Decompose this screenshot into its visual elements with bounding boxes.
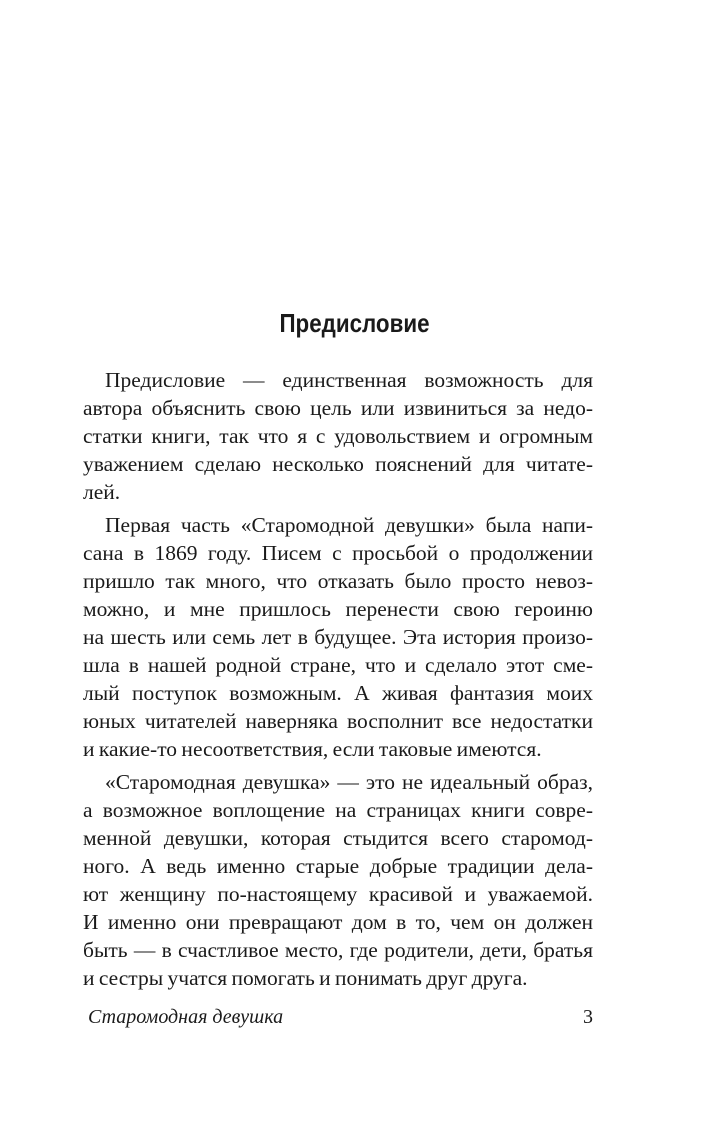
- running-footer-title: Старомодная девушка: [88, 1006, 284, 1028]
- paragraph-3: [83, 769, 593, 992]
- text-line: уважением сделаю несколько пояснений для читате-: [83, 451, 593, 476]
- text-line: лей.: [83, 479, 121, 504]
- text-line: лый поступок возможным. А живая фантазия моих: [83, 680, 593, 705]
- text-line: можно, и мне пришлось перенести свою героиню: [83, 597, 593, 622]
- text-line: быть — в счастливое место, где родители, дети, братья: [83, 937, 593, 962]
- paragraph-2: [83, 512, 593, 763]
- text-line: на шесть или семь лет в будущее. Эта история произо-: [83, 625, 593, 650]
- text-line: шла в нашей родной стране, что и сделало этот сме-: [83, 652, 593, 677]
- text-line: ют женщину по-настоящему красивой и уважаемой.: [83, 882, 593, 907]
- text-line: И именно они превращают дом в то, чем он должен: [83, 909, 593, 934]
- text-line: автора объяснить свою цель или извиниться за недо-: [83, 395, 593, 420]
- page-number: 3: [583, 1006, 593, 1028]
- page-footer: [88, 1006, 593, 1036]
- text-line: сана в 1869 году. Писем с просьбой о продолжении: [83, 541, 593, 566]
- text-line: ного. А ведь именно старые добрые традиции дела-: [83, 854, 593, 879]
- paragraph-1: [83, 367, 593, 506]
- text-line: менной девушки, которая стыдится всего старомод-: [83, 826, 593, 851]
- body-text: [83, 367, 593, 993]
- text-line: Первая часть «Старомодной девушки» была напи-: [105, 513, 593, 538]
- text-line: а возможное воплощение на страницах книги совре-: [83, 798, 593, 823]
- text-line: и какие-то несоответствия, если таковые имеются.: [83, 736, 542, 761]
- text-line: пришло так много, что отказать было просто невоз-: [83, 569, 593, 594]
- text-line: и сестры учатся помогать и понимать друг друга.: [83, 965, 528, 990]
- text-line: юных читателей наверняка восполнит все недостатки: [83, 708, 593, 733]
- text-line: Предисловие — единственная возможность для: [105, 368, 593, 392]
- chapter-title: Предисловие: [279, 308, 430, 338]
- text-line: «Старомодная девушка» — это не идеальный образ,: [105, 770, 593, 795]
- text-line: статки книги, так что я с удовольствием и огромным: [83, 423, 593, 448]
